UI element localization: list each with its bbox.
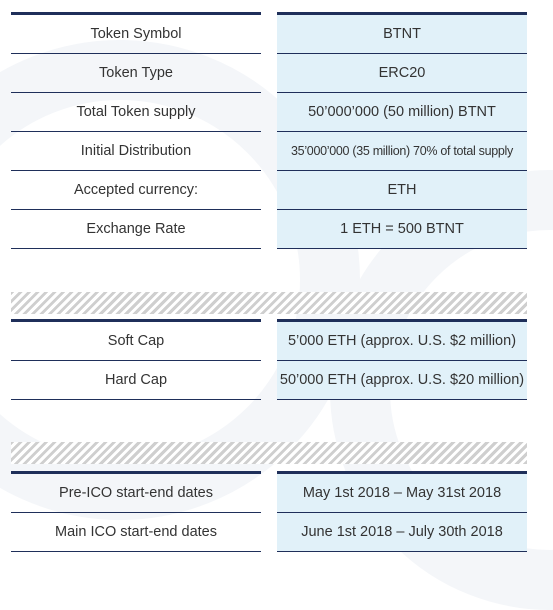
exchange-rate-value: 1 ETH = 500 BTNT: [277, 210, 527, 249]
pre-ico-dates-value: May 1st 2018 – May 31st 2018: [277, 474, 527, 513]
token-symbol-value: BTNT: [277, 15, 527, 54]
pre-ico-dates-label: Pre-ICO start-end dates: [11, 474, 261, 513]
accepted-currency-value: ETH: [277, 171, 527, 210]
table-row: [11, 474, 527, 513]
accepted-currency-label: Accepted currency:: [11, 171, 261, 210]
table-row: [11, 322, 527, 361]
soft-cap-label: Soft Cap: [11, 322, 261, 361]
table-row: [11, 210, 527, 249]
table-row: [11, 361, 527, 400]
initial-distribution-label: Initial Distribution: [11, 132, 261, 171]
main-ico-dates-label: Main ICO start-end dates: [11, 513, 261, 552]
caps-table: [11, 319, 527, 400]
table-row: [11, 171, 527, 210]
hatched-divider: [11, 442, 527, 464]
table-row: [11, 54, 527, 93]
token-type-label: Token Type: [11, 54, 261, 93]
token-symbol-label: Token Symbol: [11, 15, 261, 54]
soft-cap-value: 5’000 ETH (approx. U.S. $2 million): [277, 322, 527, 361]
exchange-rate-label: Exchange Rate: [11, 210, 261, 249]
hard-cap-value: 50’000 ETH (approx. U.S. $20 million): [277, 361, 527, 400]
table-row: [11, 93, 527, 132]
initial-distribution-value: 35’000’000 (35 million) 70% of total supply: [277, 132, 527, 171]
table-row: [11, 15, 527, 54]
dates-table: [11, 471, 527, 552]
token-info-table: [11, 12, 527, 249]
table-row: [11, 132, 527, 171]
hatched-divider: [11, 292, 527, 314]
total-supply-value: 50’000’000 (50 million) BTNT: [277, 93, 527, 132]
total-supply-label: Total Token supply: [11, 93, 261, 132]
main-ico-dates-value: June 1st 2018 – July 30th 2018: [277, 513, 527, 552]
hard-cap-label: Hard Cap: [11, 361, 261, 400]
table-row: [11, 513, 527, 552]
token-type-value: ERC20: [277, 54, 527, 93]
